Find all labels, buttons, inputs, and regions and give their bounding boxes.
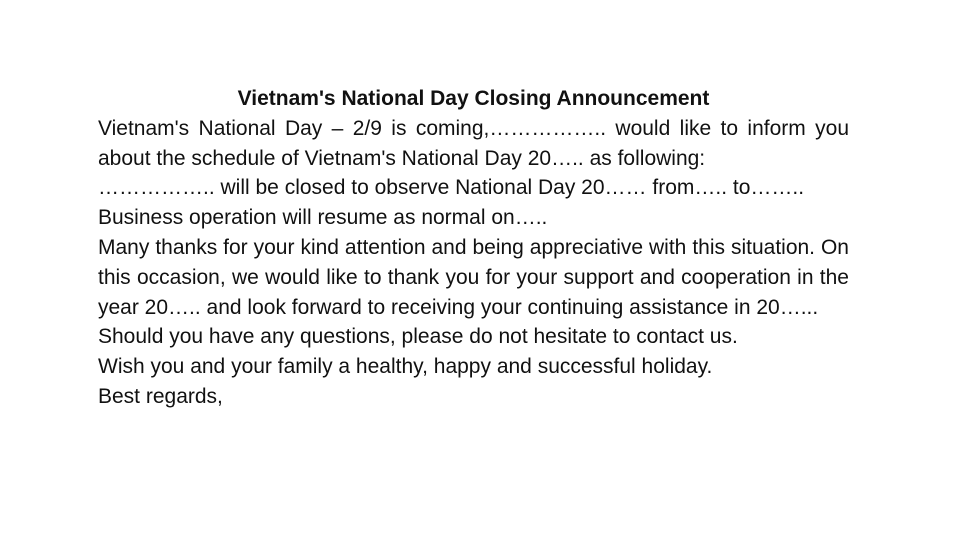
paragraph-closure-dates: …………….. will be closed to observe National Day 20…… from….. to……..: [98, 176, 805, 200]
paragraph-signoff: Best regards,: [98, 384, 223, 408]
paragraph-wishes: Wish you and your family a healthy, happy and successful holiday.: [98, 355, 713, 379]
document-title: Vietnam's National Day Closing Announcement: [237, 87, 710, 110]
paragraph-thanks: Many thanks for your kind attention and being appreciative with this situation. On this occasion, we would like to thank you for your support and cooperation in the year 20….. and look forward to receiving your continuing assistance in 20…...: [98, 235, 849, 319]
paragraph-resume-date: Business operation will resume as normal on…..: [98, 206, 548, 230]
paragraph-contact: Should you have any questions, please do not hesitate to contact us.: [98, 325, 738, 349]
paragraph-intro: Vietnam's National Day – 2/9 is coming,…………….. would like to inform you about the schedule of Vietnam's National Day 20….. as following:: [98, 116, 849, 170]
document-body: [98, 84, 849, 412]
